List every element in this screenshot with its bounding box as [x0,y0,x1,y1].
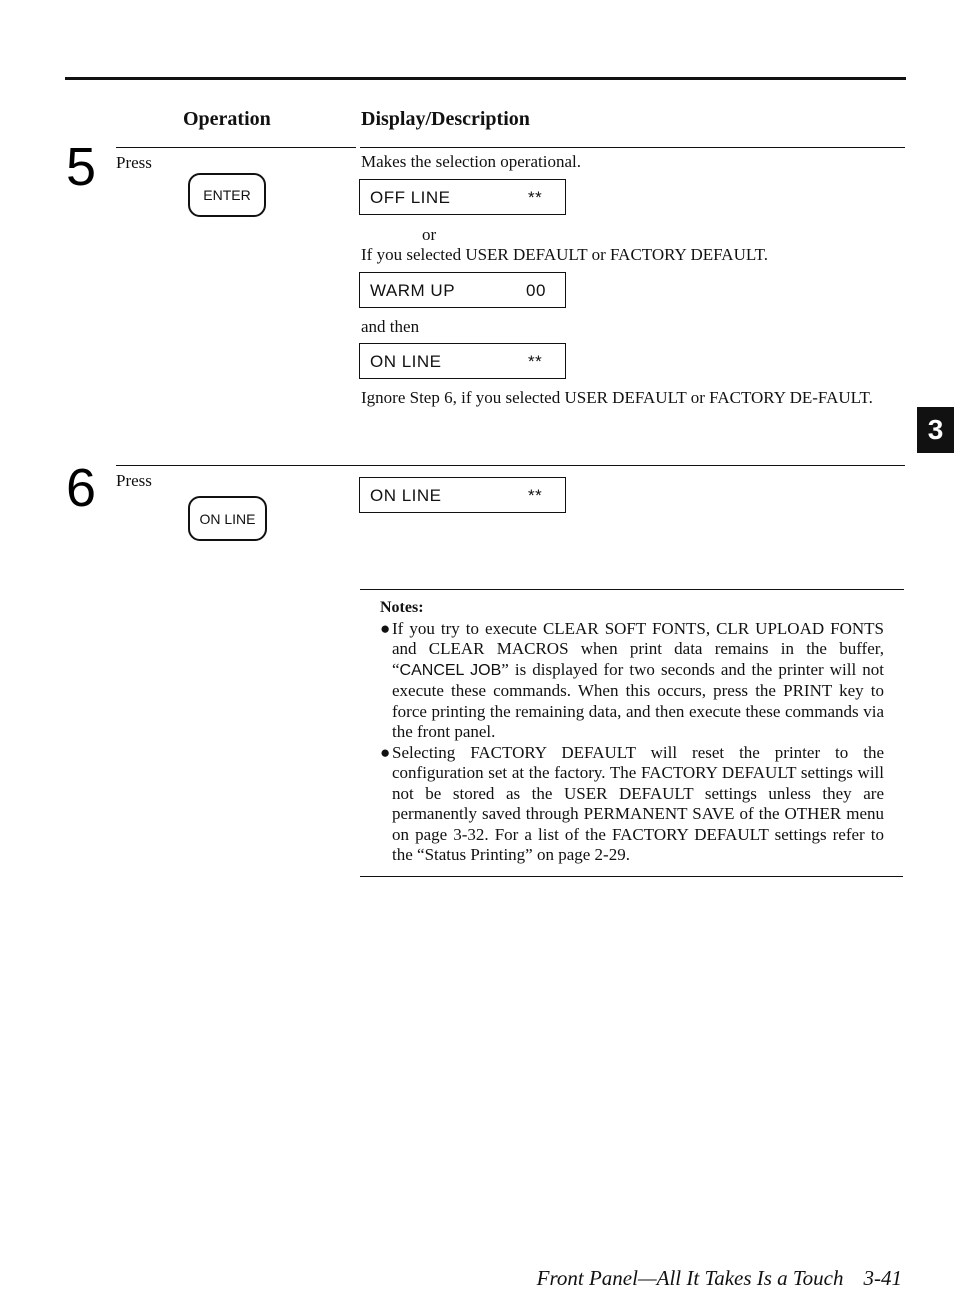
lcd-text: OFF LINE [370,188,451,207]
enter-key-icon [188,173,266,217]
page-footer [537,1266,902,1291]
lcd-display-warm-up [359,272,566,308]
lcd-display-on-line-step-6 [359,477,566,513]
lcd-text: WARM UP [370,281,456,300]
note-text: ” is displayed for two seconds and the printer will not execute these commands. When this occurs, press the PRINT key to force printing the remaining data, and then execute these commands via the front panel. [392,659,884,741]
chapter-tab [917,407,954,453]
ignore-step-6-text: Ignore Step 6, if you selected USER DEFAULT or FACTORY DE-FAULT. [361,388,873,407]
lcd-value: 00 [526,281,546,300]
on-line-key-label: ON LINE [199,510,256,527]
bullet-icon: ● [380,618,391,638]
note-item [380,743,884,866]
column-header-operation: Operation [183,108,271,130]
lcd-value: ** [528,188,543,207]
top-rule [65,77,906,80]
note-text: If you try to execute CLEAR SOFT FONTS, CLR UPLOAD FONTS and CLEAR MACROS when print data remains in the buffer, “ [392,618,884,679]
note-text: Selecting FACTORY DEFAULT will reset the printer to the configuration set at the factory. The FACTORY DEFAULT settings will not be stored as the USER DEFAULT settings unless they are permanently saved through PERMANENT SAVE of the OTHER menu on page 3-32. For a list of the FACTORY DEFAULT settings refer to the “Status Printing” on page 2-29. [392,742,884,864]
column-header-display-description: Display/Description [361,108,530,130]
notes-section [380,598,884,866]
lcd-text: ON LINE [370,352,442,371]
notes-bottom-rule [360,876,903,877]
and-then-text: and then [361,317,420,336]
step-6-rule [116,465,905,466]
step-number-6: 6 [66,458,97,518]
lcd-value: ** [528,486,543,505]
page-number: 3-41 [863,1266,902,1290]
lcd-text: ON LINE [370,486,442,505]
on-line-key-icon [188,496,267,541]
if-selected-text: If you selected USER DEFAULT or FACTORY DEFAULT. [361,245,769,264]
lcd-display-off-line [359,179,566,215]
step-5-rule-left [116,147,356,148]
lcd-value: ** [528,352,543,371]
note-item [380,619,884,743]
notes-top-rule [360,589,904,590]
or-text: or [422,225,437,244]
cancel-job-text: CANCEL JOB [399,661,502,679]
footer-title: Front Panel—All It Takes Is a Touch [536,1266,844,1290]
lcd-display-on-line [359,343,566,379]
bullet-icon: ● [380,742,391,762]
step-5-press-label: Press [116,153,152,172]
step-5-rule-right [360,147,905,148]
enter-key-label: ENTER [203,187,251,203]
step-6-press-label: Press [116,471,152,490]
step-number-5: 5 [66,137,97,197]
step-5-description: Makes the selection operational. [361,152,581,171]
notes-title: Notes: [380,599,424,616]
chapter-tab-number: 3 [927,414,944,445]
